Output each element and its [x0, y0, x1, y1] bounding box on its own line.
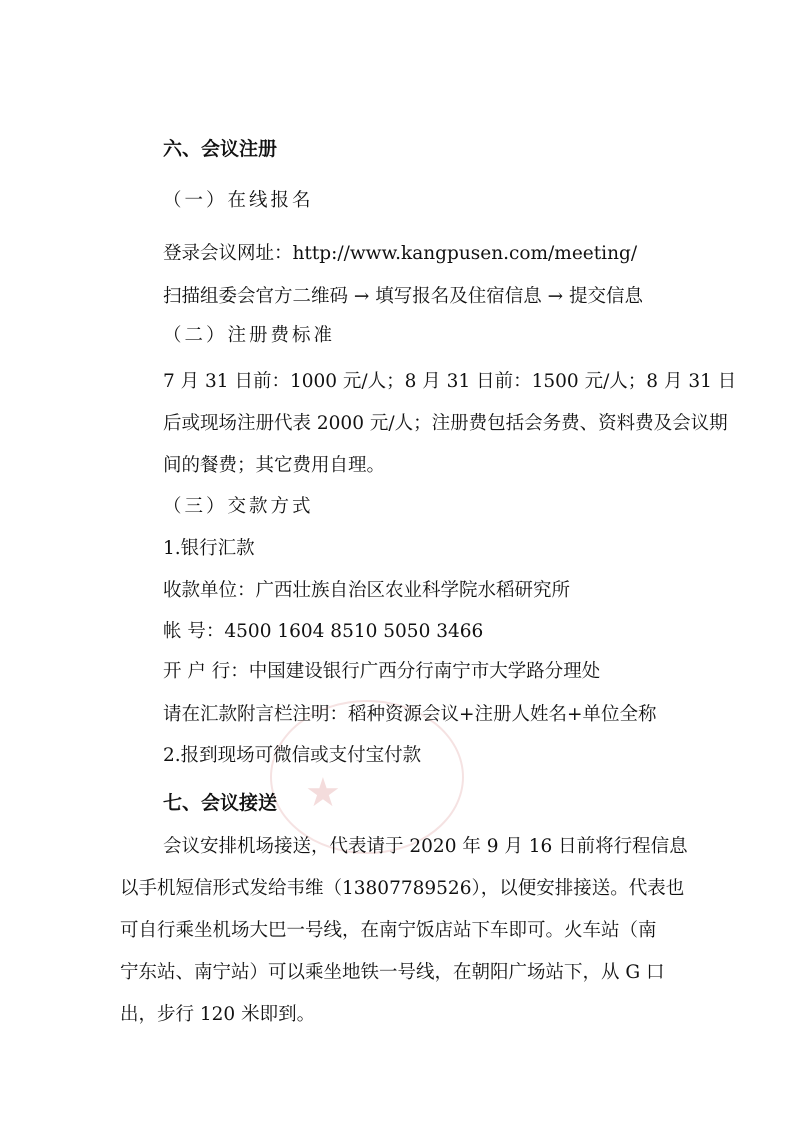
fee-line-3: 间的餐费；其它费用自理。 — [163, 455, 386, 476]
subheading-fee: （二）注册费标准 — [163, 325, 336, 346]
fee-line-2: 后或现场注册代表 2000 元/人；注册费包括会务费、资料费及会议期 — [163, 413, 728, 434]
section-title-transfer: 七、会议接送 — [163, 792, 278, 814]
remittance-note: 请在汇款附言栏注明：稻种资源会议+注册人姓名+单位全称 — [163, 704, 657, 725]
transfer-line-4: 宁东站、南宁站）可以乘坐地铁一号线，在朝阳广场站下，从 G 口 — [120, 962, 665, 983]
transfer-line-1: 会议安排机场接送，代表请于 2020 年 9 月 16 日前将行程信息 — [163, 836, 688, 857]
section-title-registration: 六、会议注册 — [163, 138, 278, 160]
transfer-line-5: 出，步行 120 米即到。 — [120, 1004, 316, 1025]
subheading-online: （一）在线报名 — [163, 190, 314, 211]
registration-steps: 扫描组委会官方二维码 → 填写报名及住宿信息 → 提交信息 — [163, 286, 644, 307]
website-line: 登录会议网址：http://www.kangpusen.com/meeting/ — [163, 243, 638, 264]
account-line: 帐 号：4500 1604 8510 5050 3466 — [163, 621, 484, 642]
onsite-payment: 2.报到现场可微信或支付宝付款 — [163, 745, 422, 766]
transfer-line-2: 以手机短信形式发给韦维（13807789526），以便安排接送。代表也 — [120, 878, 685, 899]
subheading-payment: （三）交款方式 — [163, 496, 314, 517]
payee-line: 收款单位：广西壮族自治区农业科学院水稻研究所 — [163, 580, 571, 601]
bank-line: 开 户 行：中国建设银行广西分行南宁市大学路分理处 — [163, 661, 601, 682]
transfer-line-3: 可自行乘坐机场大巴一号线，在南宁饭店站下车即可。火车站（南 — [120, 920, 657, 941]
fee-line-1: 7 月 31 日前：1000 元/人；8 月 31 日前：1500 元/人；8 月 31 日 — [163, 371, 737, 392]
bank-transfer-title: 1.银行汇款 — [163, 538, 255, 559]
seal-star-icon: ★ — [305, 770, 341, 816]
